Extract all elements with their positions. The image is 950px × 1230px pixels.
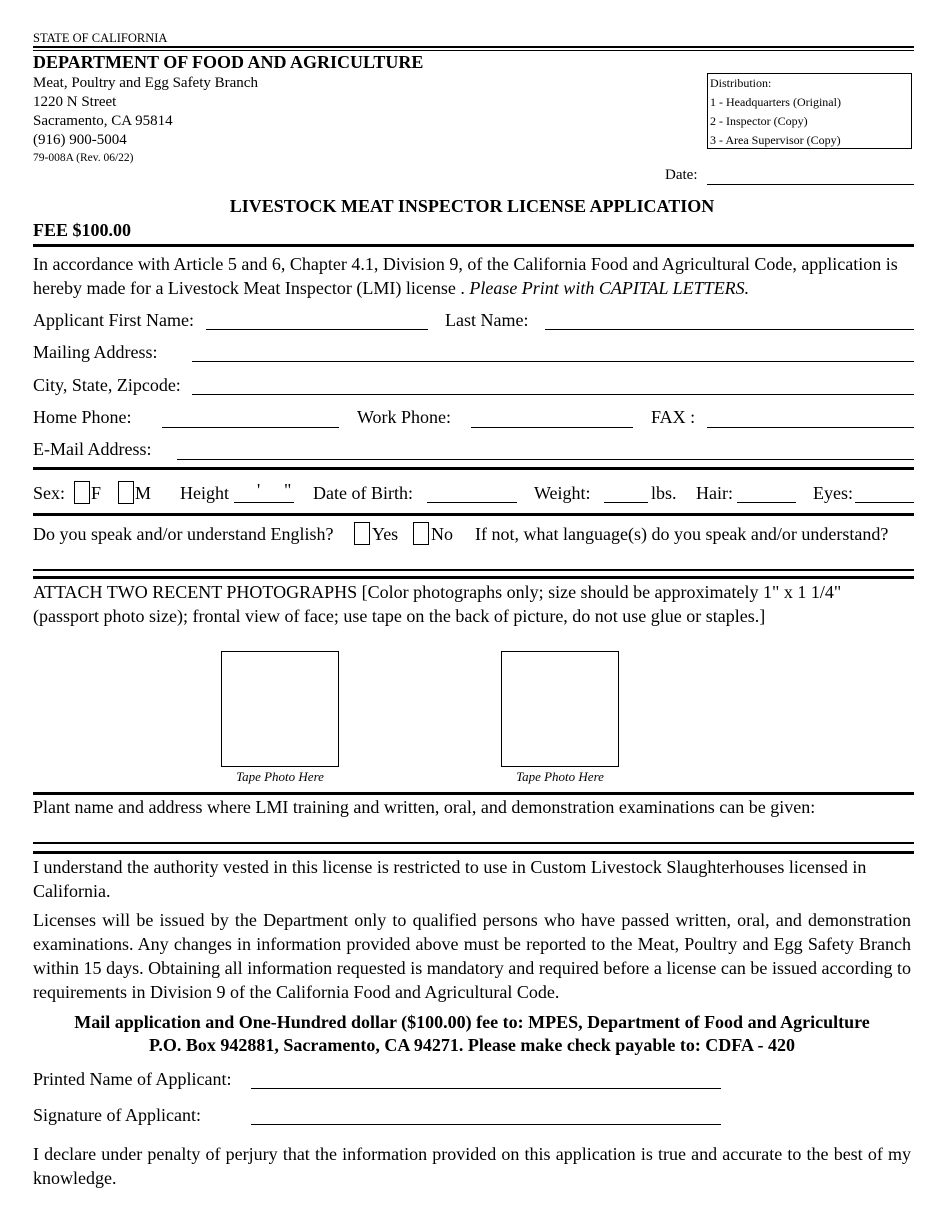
hair-field[interactable]: [737, 502, 796, 503]
plant-label: Plant name and address where LMI training and written, oral, and demonstration examinations can be given:: [33, 797, 816, 817]
printed-name-field[interactable]: [251, 1088, 721, 1089]
english-yes-checkbox[interactable]: [354, 522, 370, 545]
fee-label: FEE $100.00: [33, 220, 132, 240]
eyes-field[interactable]: [855, 502, 914, 503]
mail-instructions-line1: Mail application and One-Hundred dollar ($100.00) fee to: MPES, Department of Food and Agriculture: [74, 1012, 870, 1032]
fax-field[interactable]: [707, 427, 914, 428]
sex-label: Sex:: [33, 483, 66, 503]
email-field[interactable]: [177, 459, 914, 460]
intro-emphasis: Please Print with CAPITAL LETTERS.: [469, 278, 750, 298]
signature-label: Signature of Applicant:: [33, 1105, 201, 1125]
signature-field[interactable]: [251, 1124, 721, 1125]
mailing-address-label: Mailing Address:: [33, 342, 158, 362]
distribution-box: [707, 73, 912, 149]
printed-name-label: Printed Name of Applicant:: [33, 1069, 232, 1089]
english-no-checkbox[interactable]: [413, 522, 429, 545]
lbs-label: lbs.: [651, 483, 677, 503]
mailing-address-field[interactable]: [192, 361, 914, 362]
distribution-item: 3 - Area Supervisor (Copy): [710, 133, 841, 147]
intro-paragraph: [33, 252, 911, 300]
home-phone-field[interactable]: [162, 427, 339, 428]
branch-name: Meat, Poultry and Egg Safety Branch: [33, 75, 258, 91]
dob-field[interactable]: [427, 502, 517, 503]
photo-instructions: ATTACH TWO RECENT PHOTOGRAPHS [Color photographs only; size should be approximately 1" x 1 1/4" (passport photo size); frontal view of face; use tape on the back of picture, do not use glue or staples.]: [33, 582, 842, 626]
licenses-paragraph: Licenses will be issued by the Department only to qualified persons who have passed written, oral, and demonstration examinations. Any changes in information provided above must be reported to the Meat, Poultry and Egg Safety Branch within 15 days. Obtaining all information requested is mandatory and required before a license can be issued according to requirements in Division 9 of the California Food and Agricultural Code.: [33, 910, 911, 1002]
form-number: 79-008A (Rev. 06/22): [33, 152, 134, 164]
declaration-paragraph: I declare under penalty of perjury that the information provided on this application is true and accurate to the best of my knowledge.: [33, 1144, 911, 1188]
section-rule: [33, 792, 914, 795]
english-question: Do you speak and/or understand English?: [33, 524, 334, 544]
fax-label: FAX :: [651, 407, 696, 427]
photo-caption-1: Tape Photo Here: [236, 769, 324, 784]
weight-field[interactable]: [604, 502, 648, 503]
state-label: STATE OF CALIFORNIA: [33, 31, 168, 45]
height-feet-mark: ': [257, 480, 261, 500]
distribution-title: Distribution:: [710, 76, 772, 90]
street-address: 1220 N Street: [33, 94, 117, 110]
phone-number: (916) 900-5004: [33, 132, 127, 148]
distribution-item: 2 - Inspector (Copy): [710, 114, 808, 128]
dob-label: Date of Birth:: [313, 483, 413, 503]
section-rule: [33, 851, 914, 854]
photo-box-2[interactable]: [501, 651, 619, 767]
authority-paragraph: I understand the authority vested in this license is restricted to use in Custom Livestock Slaughterhouses licensed in California.: [33, 857, 867, 901]
form-title: LIVESTOCK MEAT INSPECTOR LICENSE APPLICATION: [229, 196, 715, 216]
email-label: E-Mail Address:: [33, 439, 152, 459]
intro-text: In accordance with Article 5 and 6, Chapter 4.1, Division 9, of the California Food and Agricultural Code, application is hereby made for a Livestock Meat Inspector (LMI) license .: [33, 254, 898, 298]
eyes-label: Eyes:: [813, 483, 853, 503]
hair-label: Hair:: [696, 483, 733, 503]
date-label: Date:: [665, 167, 698, 183]
english-no-label: No: [431, 524, 453, 544]
department-name: DEPARTMENT OF FOOD AND AGRICULTURE: [33, 52, 424, 72]
photo-caption-2: Tape Photo Here: [516, 769, 604, 784]
plant-field[interactable]: [33, 842, 914, 844]
mail-instructions-line2: P.O. Box 942881, Sacramento, CA 94271. Please make check payable to: CDFA - 420: [149, 1035, 795, 1055]
sex-female-label: F: [91, 483, 102, 503]
work-phone-field[interactable]: [471, 427, 633, 428]
english-yes-label: Yes: [372, 524, 399, 544]
height-field[interactable]: [234, 502, 294, 503]
city-state-zip-label: City, State, Zipcode:: [33, 375, 181, 395]
header-rule-bottom: [33, 50, 914, 51]
section-rule: [33, 576, 914, 579]
height-inch-mark: ": [284, 480, 292, 500]
distribution-item: 1 - Headquarters (Original): [710, 95, 841, 109]
sex-male-label: M: [135, 483, 152, 503]
language-question: If not, what language(s) do you speak and/or understand?: [475, 524, 889, 544]
last-name-field[interactable]: [545, 329, 914, 330]
first-name-label: Applicant First Name:: [33, 310, 194, 330]
header-rule-top: [33, 46, 914, 48]
first-name-field[interactable]: [206, 329, 428, 330]
section-rule: [33, 569, 914, 571]
work-phone-label: Work Phone:: [357, 407, 452, 427]
sex-female-checkbox[interactable]: [74, 481, 90, 504]
section-rule: [33, 513, 914, 516]
last-name-label: Last Name:: [445, 310, 529, 330]
height-label: Height: [180, 483, 229, 503]
home-phone-label: Home Phone:: [33, 407, 132, 427]
date-field[interactable]: [707, 184, 914, 185]
section-rule: [33, 467, 914, 470]
city-state-zip-field[interactable]: [192, 394, 914, 395]
city-address: Sacramento, CA 95814: [33, 113, 173, 129]
weight-label: Weight:: [534, 483, 591, 503]
section-rule: [33, 244, 914, 247]
photo-box-1[interactable]: [221, 651, 339, 767]
sex-male-checkbox[interactable]: [118, 481, 134, 504]
